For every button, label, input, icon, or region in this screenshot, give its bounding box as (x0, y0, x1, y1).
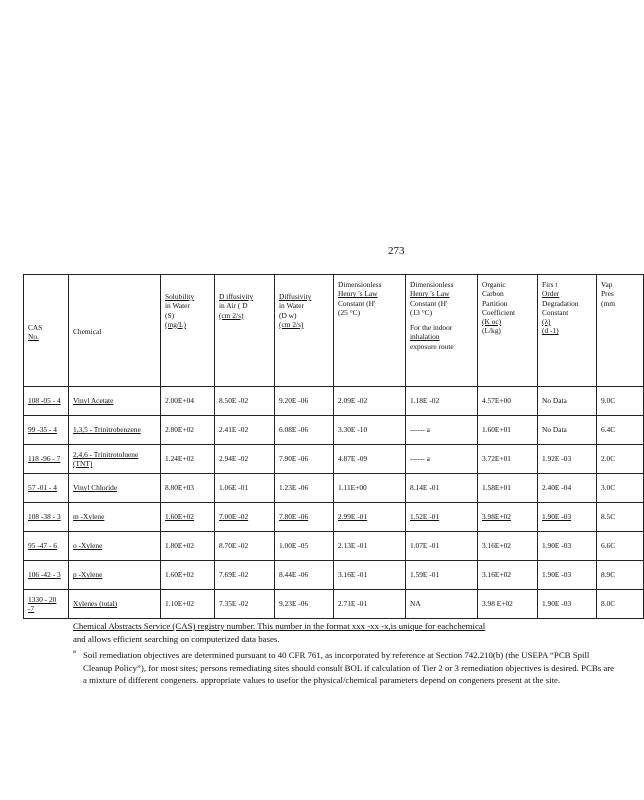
table-row (24, 532, 644, 561)
henry-13c-cell: ------ a (406, 416, 478, 445)
chemical-cell: p -Xylene (69, 561, 161, 590)
table-row (24, 387, 644, 416)
table-row (24, 503, 644, 532)
page-number: 273 (388, 245, 405, 257)
henry-13c-cell: NA (406, 590, 478, 619)
diffusivity-air-cell: 2.94E -02 (215, 445, 275, 474)
diffusivity-water-cell: 1.00E -05 (275, 532, 334, 561)
koc-cell: 3.16E+02 (478, 561, 538, 590)
cas-cell: 95 -47 - 6 (24, 532, 69, 561)
henry-25c-cell: 3.30E -10 (334, 416, 406, 445)
header-vapor-pressure: Vap Pres (mm (597, 275, 644, 387)
diffusivity-water-cell: 1.23E -06 (275, 474, 334, 503)
degradation-cell: 1.90E -03 (538, 561, 597, 590)
cas-footnote: Chemical Abstracts Service (CAS) registry number. This number in the format xxx -xx -x,is unique for eachchemical (73, 621, 486, 631)
vapor-pressure-cell: 2.0C (597, 445, 644, 474)
henry-13c-cell: 1.52E -01 (406, 503, 478, 532)
table-row (24, 474, 644, 503)
vapor-pressure-cell: 6.4C (597, 416, 644, 445)
degradation-cell: 2.40E -04 (538, 474, 597, 503)
footnote-mark: a (73, 648, 76, 655)
chemical-cell: 1,3,5 - Trinitrobenzene (69, 416, 161, 445)
koc-cell: 1.60E+01 (478, 416, 538, 445)
diffusivity-water-cell: 9.23E -06 (275, 590, 334, 619)
table-row (24, 590, 644, 619)
footnotes (73, 620, 618, 687)
cas-cell: 99 -35 - 4 (24, 416, 69, 445)
cas-cell: 57 -01 - 4 (24, 474, 69, 503)
chemical-cell: o -Xylene (69, 532, 161, 561)
degradation-cell: 1.90E -03 (538, 532, 597, 561)
vapor-pressure-cell: 3.0C (597, 474, 644, 503)
degradation-cell: 1.90E -03 (538, 503, 597, 532)
diffusivity-air-cell: 8.70E -02 (215, 532, 275, 561)
table-row (24, 416, 644, 445)
solubility-cell: 8.80E+03 (161, 474, 215, 503)
henry-25c-cell: 4.87E -09 (334, 445, 406, 474)
diffusivity-water-cell: 9.20E -06 (275, 387, 334, 416)
diffusivity-water-cell: 8.44E -06 (275, 561, 334, 590)
header-solubility: Solubility in Water (S) (mg/L) (161, 275, 215, 387)
koc-cell: 3.98E+02 (478, 503, 538, 532)
koc-cell: 3.16E+02 (478, 532, 538, 561)
henry-13c-cell: 1.59E -01 (406, 561, 478, 590)
solubility-cell: 1.60E+02 (161, 503, 215, 532)
diffusivity-air-cell: 1.06E -01 (215, 474, 275, 503)
degradation-cell: 1.90E -03 (538, 590, 597, 619)
diffusivity-air-cell: 7.69E -02 (215, 561, 275, 590)
header-koc: Organic Carbon Partition Coefficient (K oc) (L/kg) (478, 275, 538, 387)
henry-25c-cell: 3.16E -01 (334, 561, 406, 590)
koc-cell: 1.58E+01 (478, 474, 538, 503)
solubility-cell: 1.60E+02 (161, 561, 215, 590)
header-henry-13c: Dimensionless Henry 's Law Constant (H' (13 °C) For the indoor inhalation exposure route (406, 275, 478, 387)
diffusivity-water-cell: 7.90E -06 (275, 445, 334, 474)
degradation-cell: No Data (538, 416, 597, 445)
soil-remediation-footnote: a Soil remediation objectives are determined pursuant to 40 CFR 761, as incorporated by reference at Section 742.210(b) (the USEPA “PCB Spill Cleanup Policy”), for most sites; persons remediating sites should consult BOL if calculation of Tier 2 or 3 remediation objectives is desired. PCBs are a mixture of different congeners. appropriate values to usefor the physical/chemical parameters depend on congeners present at the site. (73, 648, 615, 685)
chemical-cell: Xylenes (total) (69, 590, 161, 619)
chemical-cell: 2,4,6 - Trinitrotoluene (TNT) (69, 445, 161, 474)
koc-cell: 4.57E+00 (478, 387, 538, 416)
cas-footnote-continued: and allows efficient searching on computerized data bases. (73, 633, 280, 644)
header-cas: CAS No. (24, 275, 69, 387)
vapor-pressure-cell: 6.6C (597, 532, 644, 561)
solubility-cell: 1.24E+02 (161, 445, 215, 474)
cas-cell: 108 -05 - 4 (24, 387, 69, 416)
chemical-cell: m -Xylene (69, 503, 161, 532)
vapor-pressure-cell: 8.9C (597, 561, 644, 590)
solubility-cell: 2.80E+02 (161, 416, 215, 445)
cas-cell: 1330 - 20 -7 (24, 590, 69, 619)
header-degradation: Firs t Order Degradation Constant (λ) (d -1) (538, 275, 597, 387)
header-diffusivity-air: D iffusivity in Air ( D (cm 2/s) (215, 275, 275, 387)
chemical-cell: Vinyl Chloride (69, 474, 161, 503)
cas-cell: 106 -42 - 3 (24, 561, 69, 590)
cas-cell: 118 -96 - 7 (24, 445, 69, 474)
vapor-pressure-cell: 8.5C (597, 503, 644, 532)
chemical-properties-table (23, 274, 618, 613)
solubility-cell: 2.00E+04 (161, 387, 215, 416)
henry-13c-cell: 1.07E -01 (406, 532, 478, 561)
table-row (24, 445, 644, 474)
solubility-cell: 1.10E+02 (161, 590, 215, 619)
diffusivity-air-cell: 8.50E -02 (215, 387, 275, 416)
header-diffusivity-water: Diffusivity in Water (D w) (cm 2/s) (275, 275, 334, 387)
koc-cell: 3.98 E+02 (478, 590, 538, 619)
henry-25c-cell: 1.11E+00 (334, 474, 406, 503)
cas-cell: 108 -38 - 3 (24, 503, 69, 532)
table-header-row (24, 275, 644, 387)
degradation-cell: No Data (538, 387, 597, 416)
solubility-cell: 1.80E+02 (161, 532, 215, 561)
diffusivity-water-cell: 7.80E -06 (275, 503, 334, 532)
henry-13c-cell: ------ a (406, 445, 478, 474)
chemical-cell: Vinyl Acetate (69, 387, 161, 416)
henry-13c-cell: 1.18E -02 (406, 387, 478, 416)
henry-25c-cell: 2.71E -01 (334, 590, 406, 619)
henry-13c-cell: 8.14E -01 (406, 474, 478, 503)
diffusivity-air-cell: 2.41E -02 (215, 416, 275, 445)
degradation-cell: 1.92E -03 (538, 445, 597, 474)
diffusivity-water-cell: 6.08E -06 (275, 416, 334, 445)
henry-25c-cell: 2.99E -01 (334, 503, 406, 532)
henry-25c-cell: 2.09E -02 (334, 387, 406, 416)
diffusivity-air-cell: 7.00E -02 (215, 503, 275, 532)
koc-cell: 3.72E+01 (478, 445, 538, 474)
header-chemical: Chemical (69, 275, 161, 387)
henry-25c-cell: 2.13E -01 (334, 532, 406, 561)
vapor-pressure-cell: 9.0C (597, 387, 644, 416)
table-row (24, 561, 644, 590)
header-henry-25c: Dimensionless Henry 's Law Constant (H' (25 °C) (334, 275, 406, 387)
vapor-pressure-cell: 8.0C (597, 590, 644, 619)
indoor-inhalation-note: For the indoor inhalation exposure route (410, 323, 454, 351)
diffusivity-air-cell: 7.35E -02 (215, 590, 275, 619)
